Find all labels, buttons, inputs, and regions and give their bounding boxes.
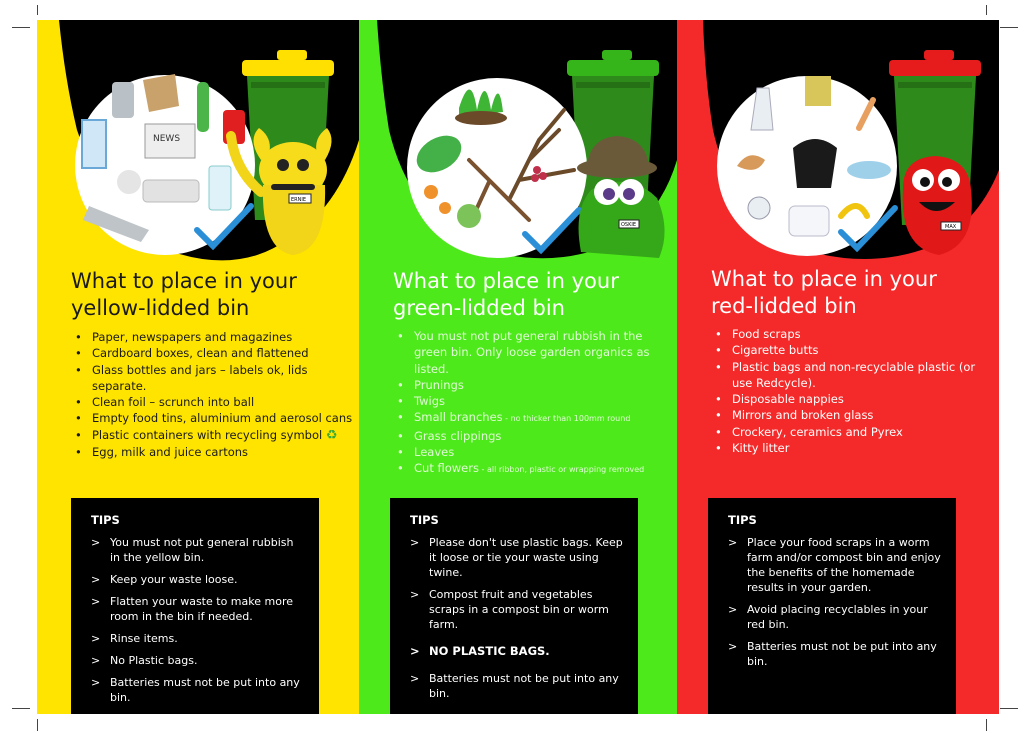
tips-list — [728, 535, 942, 669]
list-item — [397, 460, 677, 478]
tip-item: > Flatten your waste to make more room in the bin if needed. — [91, 594, 305, 624]
svg-text:ERNIE: ERNIE — [291, 197, 307, 203]
list-item: • Crockery, ceramics and Pyrex — [715, 424, 997, 440]
list-item: • Glass bottles and jars – labels ok, lids separate. — [75, 362, 357, 395]
list-item-text: Plastic containers with recycling symbol — [92, 427, 323, 442]
tip-item: > Avoid placing recyclables in your red bin. — [728, 602, 942, 632]
yellow-bin-panel — [37, 20, 359, 714]
list-item-note: - no thicker than 100mm round — [502, 414, 631, 424]
list-item — [75, 427, 357, 444]
crop-mark — [986, 719, 987, 731]
tip-item: > NO PLASTIC BAGS. — [410, 644, 624, 659]
heading-line: green-lidded bin — [393, 296, 565, 320]
tip-item: > Batteries must not be put into any bin. — [91, 675, 305, 705]
list-item: • Mirrors and broken glass — [715, 407, 997, 423]
svg-text:OSKIE: OSKIE — [621, 222, 637, 228]
tip-item: > Batteries must not be put into any bin. — [410, 671, 624, 701]
tip-item: > Please don't use plastic bags. Keep it loose or tie your waste using twine. — [410, 535, 624, 580]
tip-item: > Place your food scraps in a worm farm and/or compost bin and enjoy the benefits of the homemade results in your garden. — [728, 535, 942, 595]
tip-item: > You must not put general rubbish in the yellow bin. — [91, 535, 305, 565]
list-item: • Grass clippings — [397, 428, 677, 444]
list-item: • Paper, newspapers and magazines — [75, 329, 357, 345]
svg-text:MAX: MAX — [945, 224, 957, 230]
crop-mark — [37, 5, 38, 15]
green-bin-illustration — [359, 20, 677, 290]
accepted-items-list — [75, 329, 357, 460]
panel-heading — [393, 268, 677, 322]
tips-list — [91, 535, 305, 705]
list-item: • Twigs — [397, 393, 677, 409]
tips-title: TIPS — [91, 513, 120, 527]
red-bin-illustration — [677, 20, 999, 290]
list-item: • Prunings — [397, 377, 677, 393]
tips-list — [410, 535, 624, 701]
tips-title: TIPS — [410, 513, 439, 527]
panel-heading — [711, 266, 999, 320]
list-item: • Cigarette butts — [715, 342, 997, 358]
tip-item: > Keep your waste loose. — [91, 572, 305, 587]
list-item-text: Cut flowers — [414, 461, 479, 476]
svg-text:NEWS: NEWS — [153, 134, 181, 144]
tip-item: > Compost fruit and vegetables scraps in a compost bin or worm farm. — [410, 587, 624, 632]
green-bin-panel — [359, 20, 677, 714]
list-item — [397, 409, 677, 427]
list-item-text: Small branches — [414, 410, 503, 425]
crop-mark — [986, 5, 987, 15]
yellow-bin-illustration — [37, 20, 359, 290]
list-item: • Plastic bags and non-recyclable plastic (or use Redcycle). — [715, 359, 997, 392]
crop-mark — [1000, 27, 1018, 28]
tips-box — [390, 498, 638, 714]
tips-box — [71, 498, 319, 714]
list-item: • Kitty litter — [715, 440, 997, 456]
crop-mark — [12, 27, 30, 28]
list-item: • You must not put general rubbish in the green bin. Only loose garden organics as listed. — [397, 328, 677, 377]
heading-line: What to place in your — [71, 269, 297, 293]
heading-line: What to place in your — [711, 267, 937, 291]
tips-box — [708, 498, 956, 714]
tip-item: > Batteries must not be put into any bin. — [728, 639, 942, 669]
list-item: • Food scraps — [715, 326, 997, 342]
list-item-note: - all ribbon, plastic or wrapping removed — [478, 465, 645, 475]
tip-item: > No Plastic bags. — [91, 653, 305, 668]
heading-line: yellow-lidded bin — [71, 296, 250, 320]
tips-title: TIPS — [728, 513, 757, 527]
tip-item: > Rinse items. — [91, 631, 305, 646]
crop-mark — [1000, 708, 1018, 709]
list-item: • Leaves — [397, 444, 677, 460]
accepted-items-list — [397, 328, 677, 479]
crop-mark — [12, 708, 30, 709]
accepted-items-list — [715, 326, 997, 456]
list-item: • Empty food tins, aluminium and aerosol cans — [75, 410, 357, 426]
red-bin-panel — [677, 20, 999, 714]
list-item: • Clean foil – scrunch into ball — [75, 394, 357, 410]
list-item: • Egg, milk and juice cartons — [75, 444, 357, 460]
crop-mark — [37, 719, 38, 731]
panel-heading — [71, 268, 359, 322]
recycle-icon: ♻ — [325, 427, 338, 443]
heading-line: red-lidded bin — [711, 294, 857, 318]
heading-line: What to place in your — [393, 269, 619, 293]
list-item: • Cardboard boxes, clean and flattened — [75, 345, 357, 361]
list-item: • Disposable nappies — [715, 391, 997, 407]
